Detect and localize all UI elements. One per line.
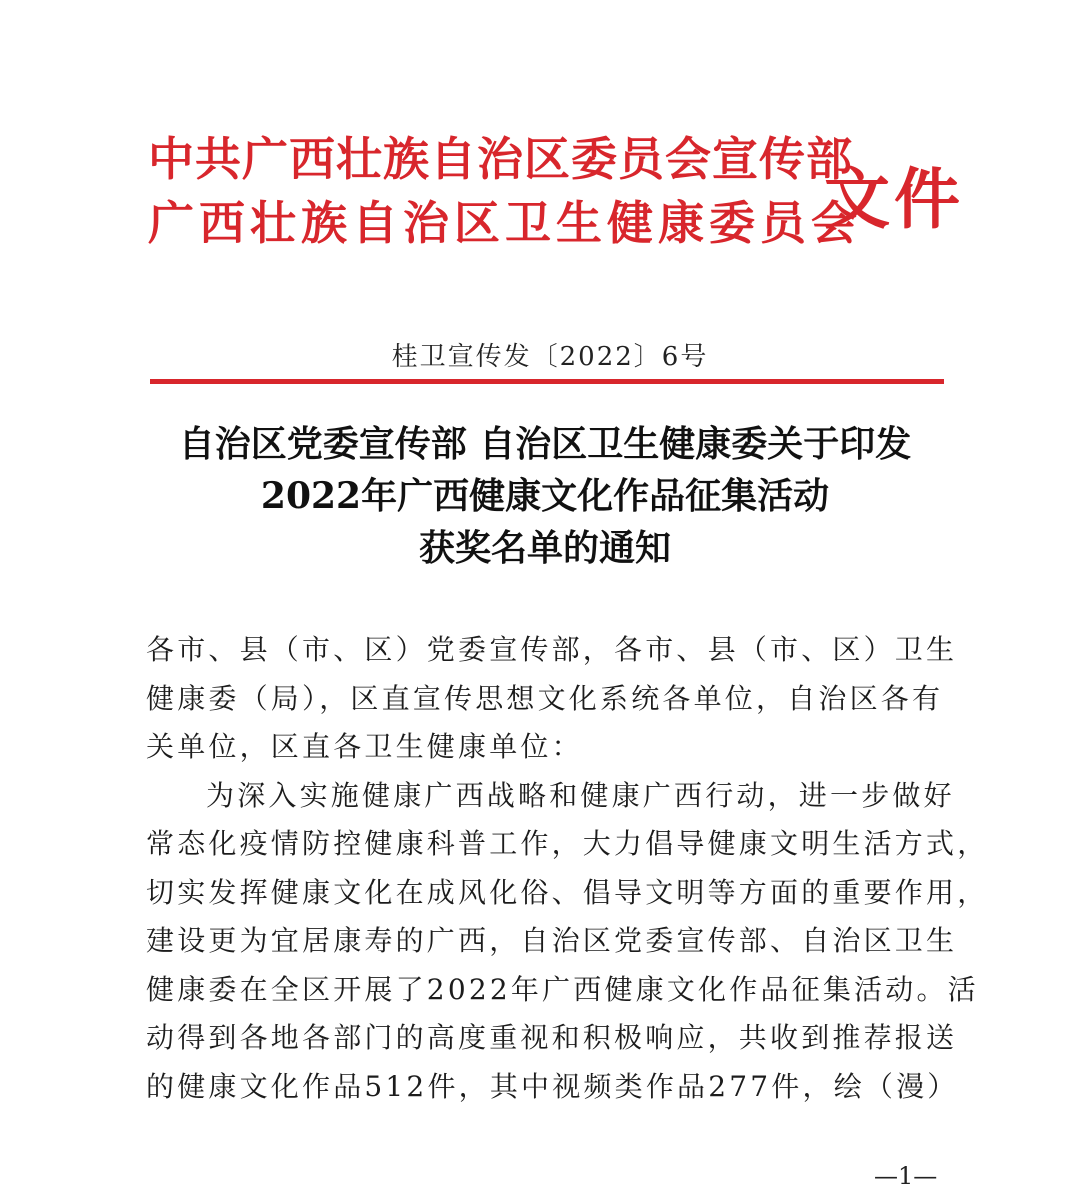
issuer-line-2: 广西壮族自治区卫生健康委员会 (148, 196, 862, 250)
title-line-1: 自治区党委宣传部 自治区卫生健康委关于印发 (178, 423, 912, 465)
body-line: 切实发挥健康文化在成风化俗、倡导文明等方面的重要作用， (146, 875, 989, 909)
body-line: 关单位，区直各卫生健康单位： (146, 730, 583, 763)
body-line: 健康委在全区开展了2022年广西健康文化作品征集活动。活 (146, 972, 979, 1006)
body-line: 各市、县（市、区）党委宣传部，各市、县（市、区）卫生 (146, 633, 958, 666)
body-line: 为深入实施健康广西战略和健康广西行动，进一步做好 (206, 778, 955, 812)
document-title (140, 418, 950, 574)
page-number: —1— (874, 1162, 938, 1190)
document-word: 文件 (824, 160, 964, 238)
red-divider (150, 379, 944, 384)
document-body (146, 626, 989, 1111)
title-line-2: 2022年广西健康文化作品征集活动 (260, 475, 830, 517)
issuer-line-1: 中共广西壮族自治区委员会宣传部 (148, 132, 853, 186)
body-line: 健康委（局），区直宣传思想文化系统各单位，自治区各有 (146, 681, 944, 715)
body-line: 的健康文化作品512件，其中视频类作品277件，绘（漫） (146, 1069, 959, 1103)
document-header (148, 118, 968, 268)
body-line: 建设更为宜居康寿的广西，自治区党委宣传部、自治区卫生 (146, 924, 958, 957)
body-line: 动得到各地各部门的高度重视和积极响应，共收到推荐报送 (146, 1021, 958, 1054)
document-number: 桂卫宣传发〔2022〕6号 (391, 342, 709, 372)
body-line: 常态化疫情防控健康科普工作，大力倡导健康文明生活方式， (146, 827, 989, 860)
title-line-3: 获奖名单的通知 (418, 527, 671, 569)
